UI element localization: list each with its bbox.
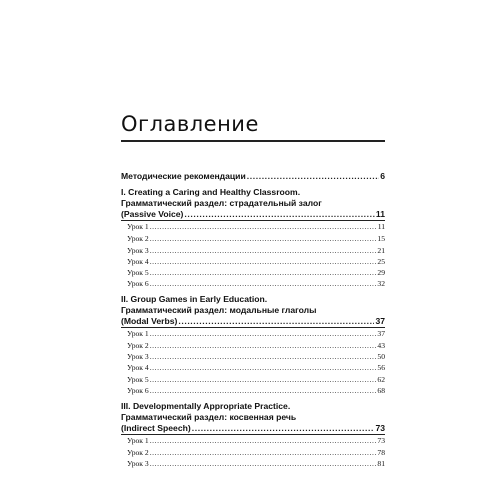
toc-entry-lesson[interactable]: Урок 6 ..... 32 — [127, 279, 385, 288]
toc-page-number: 6 — [380, 171, 385, 181]
toc-entry-lesson[interactable]: Урок 4 ..... 25 — [127, 257, 385, 266]
toc-entry-section-2[interactable] — [121, 316, 385, 326]
dot-leader — [150, 375, 377, 384]
toc-page-number: 73 — [375, 423, 385, 433]
toc-page-number: 37 — [375, 316, 385, 326]
toc-entry-lesson[interactable]: Урок 3 ..... 21 — [127, 246, 385, 255]
toc-page-number: 11 — [375, 209, 385, 219]
toc-entry-lesson[interactable]: Урок 5 ..... 29 — [127, 268, 385, 277]
section-heading: I. Creating a Caring and Healthy Classroom. — [121, 187, 301, 197]
dot-leader — [184, 209, 374, 219]
toc-entry-label: Методические рекомендации — [121, 171, 246, 181]
toc-entry-section-1[interactable] — [121, 209, 385, 219]
dot-leader — [150, 341, 377, 350]
dot-leader — [150, 329, 377, 338]
section-rule — [121, 220, 385, 221]
toc-entry-lesson[interactable]: Урок 4 ..... 56 — [127, 363, 385, 372]
section-subheading: Грамматический раздел: косвенная речь — [121, 412, 297, 422]
toc-entry-lesson[interactable]: Урок 3 ..... 50 — [127, 352, 385, 361]
toc-entry-lesson[interactable]: Урок 1 ..... 73 — [127, 436, 385, 445]
dot-leader — [150, 436, 377, 445]
section-topic: (Passive Voice) — [121, 209, 184, 219]
dot-leader — [150, 257, 377, 266]
section-rule — [121, 327, 385, 328]
dot-leader — [150, 234, 377, 243]
dot-leader — [150, 386, 377, 395]
dot-leader — [178, 316, 374, 326]
dot-leader — [150, 246, 377, 255]
section-subheading: Грамматический раздел: страдательный залог — [121, 198, 322, 208]
toc-entry-lesson[interactable]: Урок 6 ..... 68 — [127, 386, 385, 395]
section-rule — [121, 434, 385, 435]
dot-leader — [150, 222, 377, 231]
title-underline — [121, 140, 385, 142]
dot-leader — [150, 448, 377, 457]
toc-entry-lesson[interactable]: Урок 1 ..... 11 — [127, 222, 385, 231]
toc-entry-lesson[interactable]: Урок 5 ..... 62 — [127, 375, 385, 384]
toc-entry-lesson[interactable]: Урок 2 ..... 43 — [127, 341, 385, 350]
toc-entry-lesson[interactable]: Урок 2 ..... 78 — [127, 448, 385, 457]
section-heading: III. Developmentally Appropriate Practice. — [121, 401, 291, 411]
dot-leader — [150, 459, 377, 468]
dot-leader — [150, 268, 377, 277]
toc-entry-lesson[interactable]: Урок 3 ..... 81 — [127, 459, 385, 468]
section-topic: (Indirect Speech) — [121, 423, 191, 433]
toc-entry-section-3[interactable] — [121, 423, 385, 433]
toc-entry-lesson[interactable]: Урок 1 ..... 37 — [127, 329, 385, 338]
section-subheading: Грамматический раздел: модальные глаголы — [121, 305, 317, 315]
section-heading: II. Group Games in Early Education. — [121, 294, 268, 304]
dot-leader — [247, 171, 379, 181]
toc-entry-intro[interactable] — [121, 171, 385, 181]
page-title: Оглавление — [121, 112, 259, 136]
toc-entry-lesson[interactable]: Урок 2 ..... 15 — [127, 234, 385, 243]
dot-leader — [150, 363, 377, 372]
dot-leader — [192, 423, 375, 433]
dot-leader — [150, 352, 377, 361]
dot-leader — [150, 279, 377, 288]
section-topic: (Modal Verbs) — [121, 316, 178, 326]
